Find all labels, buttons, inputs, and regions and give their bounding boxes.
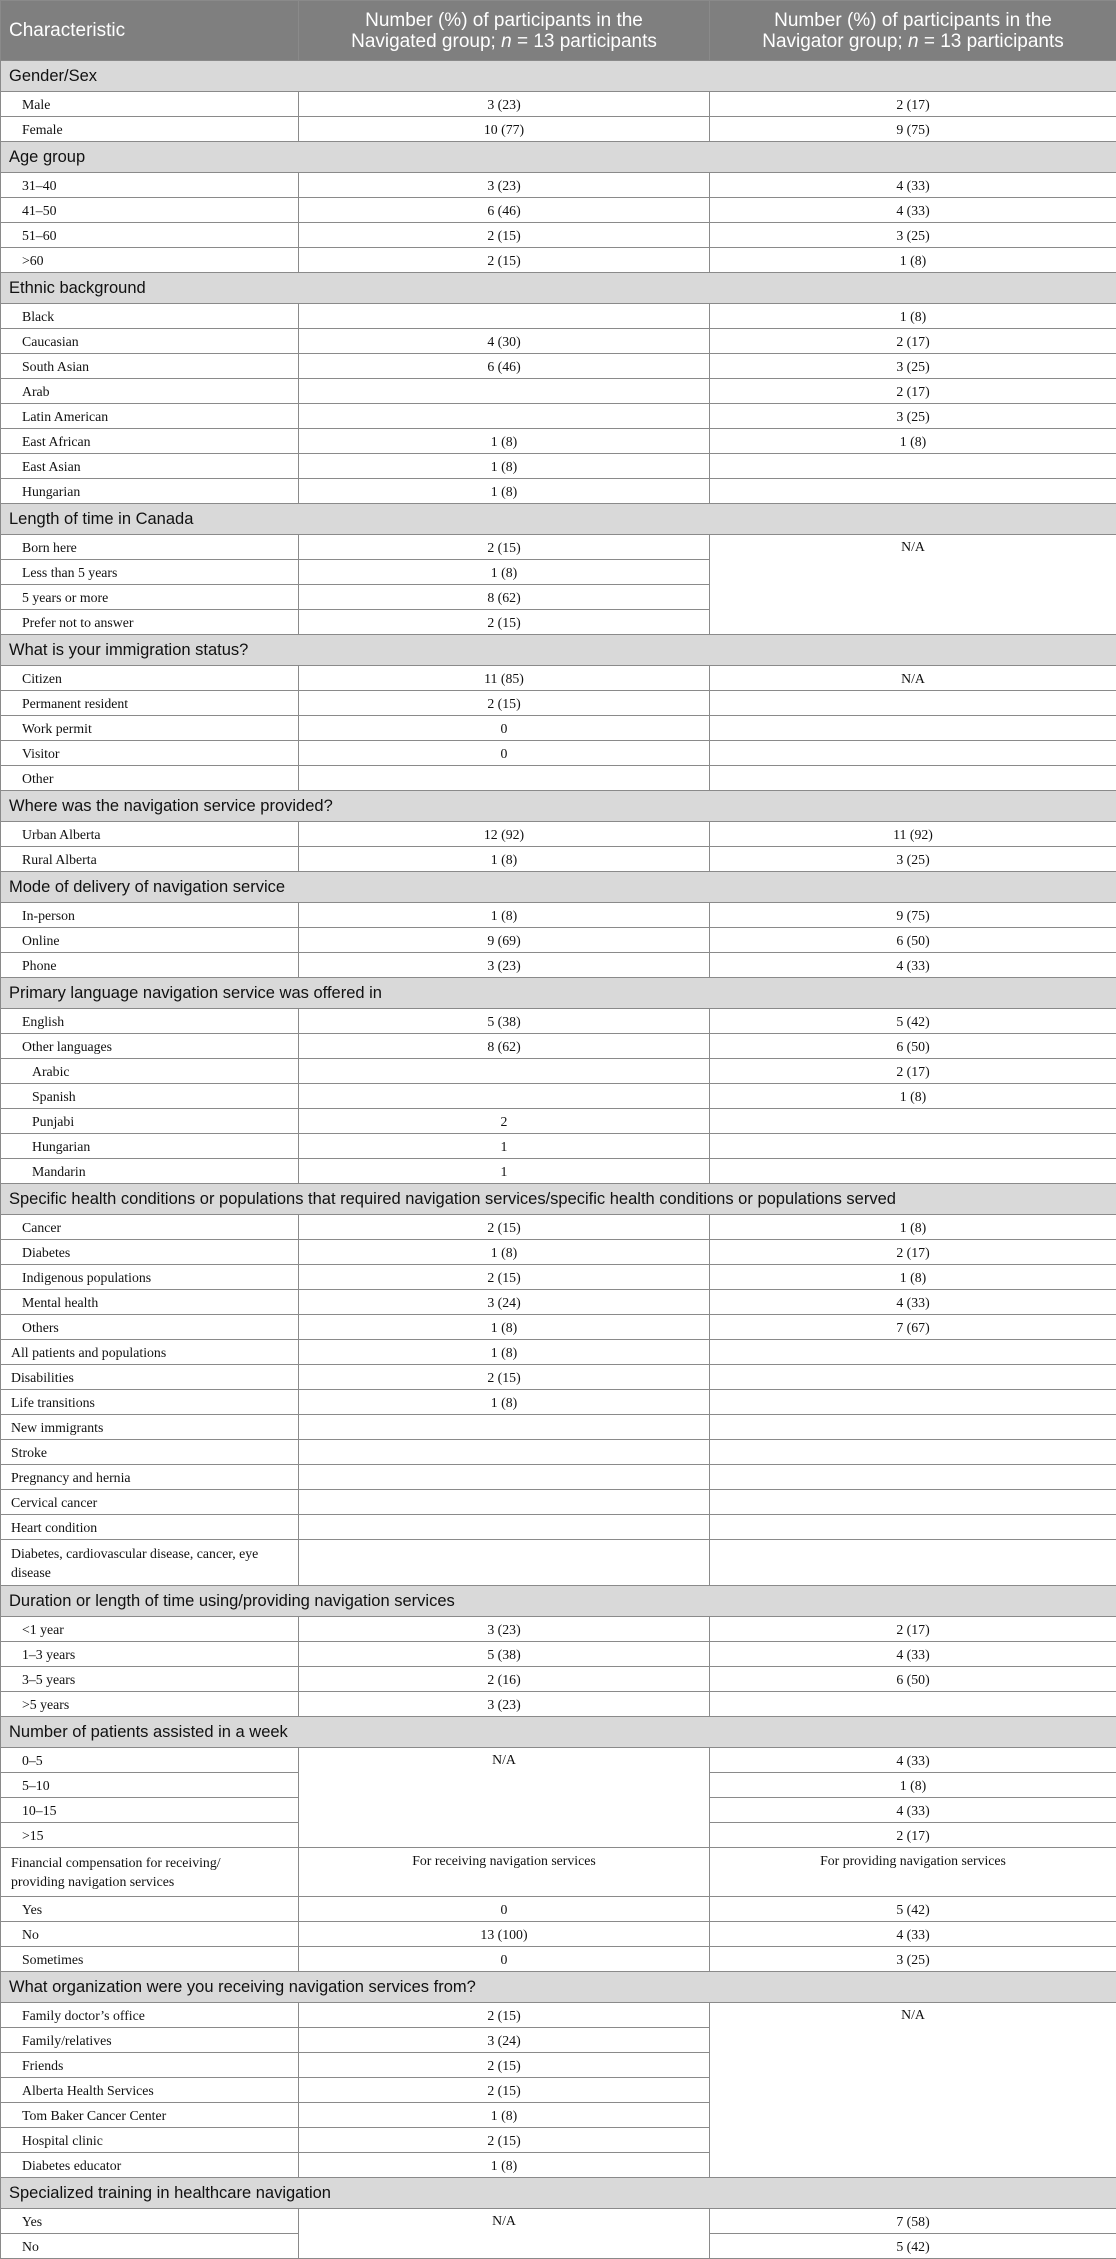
- navigated-value: 1 (8): [299, 1315, 710, 1340]
- table-row: [1, 454, 1116, 479]
- row-label: Yes: [1, 1897, 299, 1922]
- navigated-value: 2: [299, 1109, 710, 1134]
- row-label: >5 years: [1, 1692, 299, 1717]
- section-mode: [1, 872, 1116, 903]
- row-label: Work permit: [1, 716, 299, 741]
- section-where: [1, 791, 1116, 822]
- navigator-value: 6 (50): [710, 1667, 1116, 1692]
- table-row: [1, 716, 1116, 741]
- table-row: [1, 354, 1116, 379]
- navigated-value: [299, 379, 710, 404]
- table-row: [1, 1240, 1116, 1265]
- table-row: [1, 1390, 1116, 1415]
- navigated-value: 1 (8): [299, 847, 710, 872]
- table-row: [1, 1515, 1116, 1540]
- row-label: Permanent resident: [1, 691, 299, 716]
- row-label: New immigrants: [1, 1415, 299, 1440]
- navigator-value: [710, 1134, 1116, 1159]
- row-label: South Asian: [1, 354, 299, 379]
- row-label: Female: [1, 117, 299, 142]
- table-row: [1, 117, 1116, 142]
- navigator-value: 3 (25): [710, 354, 1116, 379]
- header-navigated-line2: Navigated group;: [351, 31, 501, 52]
- table-row: [1, 198, 1116, 223]
- navigated-value: 12 (92): [299, 822, 710, 847]
- navigated-value: 3 (24): [299, 1290, 710, 1315]
- row-label: Alberta Health Services: [1, 2078, 299, 2103]
- table-row: [1, 479, 1116, 504]
- table-row: [1, 1009, 1116, 1034]
- navigator-value: 2 (17): [710, 92, 1116, 117]
- navigator-value: 1 (8): [710, 1215, 1116, 1240]
- row-label: Born here: [1, 535, 299, 560]
- table-row: [1, 1490, 1116, 1515]
- section-title: Number of patients assisted in a week: [1, 1717, 1116, 1748]
- navigator-value: 2 (17): [710, 1617, 1116, 1642]
- compensation-label-line1: Financial compensation for receiving/: [11, 1855, 221, 1870]
- navigator-value: [710, 1540, 1116, 1586]
- section-training: [1, 2178, 1116, 2209]
- row-label: 0–5: [1, 1748, 299, 1773]
- navigated-value: 13 (100): [299, 1922, 710, 1947]
- table-row: [1, 1059, 1116, 1084]
- section-title: Duration or length of time using/providing navigation services: [1, 1586, 1116, 1617]
- navigated-value: 2 (15): [299, 2128, 710, 2153]
- header-navigated-line1: Number (%) of participants in the: [365, 10, 643, 31]
- row-label: East African: [1, 429, 299, 454]
- navigator-value: 7 (67): [710, 1315, 1116, 1340]
- navigator-value: [710, 454, 1116, 479]
- navigator-value: [710, 1692, 1116, 1717]
- navigator-value: 11 (92): [710, 822, 1116, 847]
- navigated-value: [299, 1515, 710, 1540]
- section-title: What organization were you receiving navigation services from?: [1, 1972, 1116, 2003]
- navigated-value: 8 (62): [299, 585, 710, 610]
- row-label: Friends: [1, 2053, 299, 2078]
- navigator-value: 1 (8): [710, 1084, 1116, 1109]
- row-label: Mandarin: [1, 1159, 299, 1184]
- table-row: [1, 1290, 1116, 1315]
- table-row: [1, 1340, 1116, 1365]
- navigator-value: 2 (17): [710, 1059, 1116, 1084]
- header-navigator-count: = 13 participants: [919, 31, 1064, 52]
- navigated-value: 2 (15): [299, 1265, 710, 1290]
- row-label: Pregnancy and hernia: [1, 1465, 299, 1490]
- section-patients: [1, 1717, 1116, 1748]
- row-label: Yes: [1, 2209, 299, 2234]
- row-label: No: [1, 1922, 299, 1947]
- section-title: Specific health conditions or populations that required navigation services/specific health conditions or populations served: [1, 1184, 1116, 1215]
- section-language: [1, 978, 1116, 1009]
- navigated-value: [299, 1084, 710, 1109]
- table-row: [1, 1617, 1116, 1642]
- header-navigator-group: [710, 1, 1116, 61]
- row-label: Diabetes educator: [1, 2153, 299, 2178]
- section-title: Gender/Sex: [1, 61, 1116, 92]
- row-label: Arab: [1, 379, 299, 404]
- section-title: Age group: [1, 142, 1116, 173]
- navigated-value: 1 (8): [299, 2153, 710, 2178]
- table-row: [1, 92, 1116, 117]
- table-row: [1, 248, 1116, 273]
- section-duration: [1, 1586, 1116, 1617]
- row-label: Cervical cancer: [1, 1490, 299, 1515]
- navigated-value: 5 (38): [299, 1009, 710, 1034]
- row-label: Prefer not to answer: [1, 610, 299, 635]
- row-label: 5–10: [1, 1773, 299, 1798]
- navigator-value: 4 (33): [710, 198, 1116, 223]
- navigator-value: 4 (33): [710, 1290, 1116, 1315]
- navigated-value: 1 (8): [299, 1390, 710, 1415]
- table-row: [1, 429, 1116, 454]
- header-navigator-line1: Number (%) of participants in the: [774, 10, 1052, 31]
- navigator-value: [710, 1340, 1116, 1365]
- header-row: [1, 1, 1116, 61]
- table-row: [1, 2003, 1116, 2028]
- navigated-value: [299, 1415, 710, 1440]
- row-label: Family doctor’s office: [1, 2003, 299, 2028]
- row-label: Phone: [1, 953, 299, 978]
- navigator-value: 1 (8): [710, 1265, 1116, 1290]
- navigator-value: [710, 1109, 1116, 1134]
- row-label: Other: [1, 766, 299, 791]
- table-row: [1, 1748, 1116, 1773]
- navigated-value: 11 (85): [299, 666, 710, 691]
- table-row: [1, 1084, 1116, 1109]
- navigated-value: 3 (23): [299, 1617, 710, 1642]
- row-label: Hospital clinic: [1, 2128, 299, 2153]
- navigated-value: 3 (23): [299, 953, 710, 978]
- navigated-value: 0: [299, 716, 710, 741]
- table-row: [1, 223, 1116, 248]
- navigator-value: 4 (33): [710, 953, 1116, 978]
- navigated-value: 10 (77): [299, 117, 710, 142]
- row-label: 51–60: [1, 223, 299, 248]
- table-row: [1, 379, 1116, 404]
- row-label: Punjabi: [1, 1109, 299, 1134]
- navigated-value: [299, 1059, 710, 1084]
- row-label: Online: [1, 928, 299, 953]
- table-row: [1, 1034, 1116, 1059]
- navigator-merged-value: N/A: [710, 2003, 1116, 2178]
- row-label: Diabetes: [1, 1240, 299, 1265]
- section-title: What is your immigration status?: [1, 635, 1116, 666]
- navigator-value: 9 (75): [710, 117, 1116, 142]
- navigator-value: 4 (33): [710, 1798, 1116, 1823]
- table-row: [1, 1642, 1116, 1667]
- table-row: [1, 847, 1116, 872]
- table-row: [1, 666, 1116, 691]
- row-label: Family/relatives: [1, 2028, 299, 2053]
- navigator-value: [710, 1365, 1116, 1390]
- row-label: Life transitions: [1, 1390, 299, 1415]
- navigated-value: 8 (62): [299, 1034, 710, 1059]
- row-label: Latin American: [1, 404, 299, 429]
- row-label: Hungarian: [1, 479, 299, 504]
- navigator-value: 5 (42): [710, 2234, 1116, 2259]
- table-row: [1, 404, 1116, 429]
- navigated-value: 0: [299, 1947, 710, 1972]
- navigated-value: 4 (30): [299, 329, 710, 354]
- row-label: 3–5 years: [1, 1667, 299, 1692]
- row-label: 1–3 years: [1, 1642, 299, 1667]
- table-row: [1, 329, 1116, 354]
- navigator-value: 4 (33): [710, 1748, 1116, 1773]
- table-row: [1, 953, 1116, 978]
- navigated-value: [299, 1465, 710, 1490]
- header-characteristic: Characteristic: [1, 1, 299, 61]
- row-label: All patients and populations: [1, 1340, 299, 1365]
- navigated-value: 3 (24): [299, 2028, 710, 2053]
- navigated-value: 0: [299, 1897, 710, 1922]
- navigator-value: 3 (25): [710, 404, 1116, 429]
- navigated-value: 6 (46): [299, 198, 710, 223]
- navigator-value: 2 (17): [710, 379, 1116, 404]
- row-label: Visitor: [1, 741, 299, 766]
- navigated-value: 2 (15): [299, 610, 710, 635]
- navigator-value: 9 (75): [710, 903, 1116, 928]
- navigated-value: 2 (15): [299, 535, 710, 560]
- header-navigator-n: n: [908, 31, 919, 52]
- row-label: Disabilities: [1, 1365, 299, 1390]
- navigator-value: 2 (17): [710, 1823, 1116, 1848]
- row-label: <1 year: [1, 1617, 299, 1642]
- row-label: 31–40: [1, 173, 299, 198]
- row-label: [1, 1540, 299, 1586]
- section-age: [1, 142, 1116, 173]
- row-label: 10–15: [1, 1798, 299, 1823]
- navigator-value: [710, 1440, 1116, 1465]
- navigator-value: N/A: [710, 666, 1116, 691]
- section-organization: [1, 1972, 1116, 2003]
- table-row: [1, 1922, 1116, 1947]
- navigator-value: [710, 741, 1116, 766]
- navigated-value: 1 (8): [299, 2103, 710, 2128]
- section-conditions: [1, 1184, 1116, 1215]
- row-label: Sometimes: [1, 1947, 299, 1972]
- section-title: Length of time in Canada: [1, 504, 1116, 535]
- table-row: [1, 1365, 1116, 1390]
- navigated-value: 1 (8): [299, 560, 710, 585]
- row-label: 41–50: [1, 198, 299, 223]
- table-row: [1, 903, 1116, 928]
- row-label-line1: Diabetes, cardiovascular disease, cancer, eye: [11, 1546, 258, 1561]
- table-row: [1, 1667, 1116, 1692]
- navigated-value: 5 (38): [299, 1642, 710, 1667]
- row-label: Caucasian: [1, 329, 299, 354]
- table-row: [1, 173, 1116, 198]
- navigated-value: 1: [299, 1159, 710, 1184]
- navigator-value: [710, 1159, 1116, 1184]
- table-row: [1, 1440, 1116, 1465]
- table-row: [1, 1415, 1116, 1440]
- table-row: [1, 1465, 1116, 1490]
- navigated-value: 0: [299, 741, 710, 766]
- row-label: Arabic: [1, 1059, 299, 1084]
- navigator-value: 4 (33): [710, 1922, 1116, 1947]
- row-label: East Asian: [1, 454, 299, 479]
- row-label-line2: disease: [11, 1565, 51, 1580]
- navigated-value: 1 (8): [299, 454, 710, 479]
- navigated-value: 1 (8): [299, 1240, 710, 1265]
- navigated-value: 2 (15): [299, 2003, 710, 2028]
- navigator-value: [710, 691, 1116, 716]
- navigated-value: 3 (23): [299, 173, 710, 198]
- section-ethnic: [1, 273, 1116, 304]
- navigated-value: [299, 1440, 710, 1465]
- row-label: Stroke: [1, 1440, 299, 1465]
- row-label: English: [1, 1009, 299, 1034]
- table-row: [1, 1134, 1116, 1159]
- navigator-value: 6 (50): [710, 1034, 1116, 1059]
- navigator-value: [710, 1390, 1116, 1415]
- navigated-value: 2 (16): [299, 1667, 710, 1692]
- row-label: Urban Alberta: [1, 822, 299, 847]
- navigated-value: 1: [299, 1134, 710, 1159]
- navigated-value: 6 (46): [299, 354, 710, 379]
- navigated-value: 2 (15): [299, 1215, 710, 1240]
- row-label: Mental health: [1, 1290, 299, 1315]
- navigated-value: 9 (69): [299, 928, 710, 953]
- navigated-value: 2 (15): [299, 691, 710, 716]
- navigated-value: 2 (15): [299, 2053, 710, 2078]
- navigated-value: [299, 404, 710, 429]
- navigator-value: 3 (25): [710, 223, 1116, 248]
- navigator-value: 4 (33): [710, 1642, 1116, 1667]
- row-label: Citizen: [1, 666, 299, 691]
- section-canada: [1, 504, 1116, 535]
- navigated-value: 1 (8): [299, 429, 710, 454]
- navigated-value: 3 (23): [299, 1692, 710, 1717]
- navigator-value: [710, 1515, 1116, 1540]
- row-label: 5 years or more: [1, 585, 299, 610]
- table-row: [1, 2209, 1116, 2234]
- section-title: Primary language navigation service was offered in: [1, 978, 1116, 1009]
- row-label: Tom Baker Cancer Center: [1, 2103, 299, 2128]
- compensation-header-row: [1, 1848, 1116, 1897]
- row-label: Spanish: [1, 1084, 299, 1109]
- row-label: >15: [1, 1823, 299, 1848]
- row-label: Black: [1, 304, 299, 329]
- row-label: Rural Alberta: [1, 847, 299, 872]
- table-row: [1, 1109, 1116, 1134]
- header-navigator-line2: Navigator group;: [762, 31, 908, 52]
- navigated-value: [299, 304, 710, 329]
- header-navigated-count: = 13 participants: [512, 31, 657, 52]
- navigator-value: 5 (42): [710, 1897, 1116, 1922]
- navigated-merged-value: N/A: [299, 1748, 710, 1848]
- navigated-value: 1 (8): [299, 903, 710, 928]
- row-label: In-person: [1, 903, 299, 928]
- row-label: Male: [1, 92, 299, 117]
- table-row: [1, 1315, 1116, 1340]
- navigator-value: 7 (58): [710, 2209, 1116, 2234]
- row-label: Hungarian: [1, 1134, 299, 1159]
- table-row: [1, 535, 1116, 560]
- navigator-value: 1 (8): [710, 429, 1116, 454]
- table-row: [1, 1897, 1116, 1922]
- table-row: [1, 1215, 1116, 1240]
- header-navigated-group: [299, 1, 710, 61]
- table-row: [1, 822, 1116, 847]
- table-row: [1, 1540, 1116, 1586]
- row-label: Indigenous populations: [1, 1265, 299, 1290]
- row-label: No: [1, 2234, 299, 2259]
- section-title: Ethnic background: [1, 273, 1116, 304]
- row-label: Cancer: [1, 1215, 299, 1240]
- navigated-merged-value: N/A: [299, 2209, 710, 2259]
- row-label: Other languages: [1, 1034, 299, 1059]
- navigator-value: [710, 1490, 1116, 1515]
- section-immigration: [1, 635, 1116, 666]
- row-label: Heart condition: [1, 1515, 299, 1540]
- navigator-value: 3 (25): [710, 847, 1116, 872]
- navigator-value: [710, 479, 1116, 504]
- navigator-value: 6 (50): [710, 928, 1116, 953]
- navigated-value: [299, 766, 710, 791]
- section-title: Where was the navigation service provided?: [1, 791, 1116, 822]
- navigator-value: 4 (33): [710, 173, 1116, 198]
- table-row: [1, 741, 1116, 766]
- header-navigated-n: n: [501, 31, 512, 52]
- row-label: >60: [1, 248, 299, 273]
- navigated-value: 1 (8): [299, 479, 710, 504]
- navigator-value: 1 (8): [710, 304, 1116, 329]
- navigator-value: [710, 716, 1116, 741]
- row-label: Others: [1, 1315, 299, 1340]
- table-row: [1, 691, 1116, 716]
- table-row: [1, 304, 1116, 329]
- navigator-value: 2 (17): [710, 1240, 1116, 1265]
- navigated-value: 1 (8): [299, 1340, 710, 1365]
- section-title: Specialized training in healthcare navigation: [1, 2178, 1116, 2209]
- table-row: [1, 1692, 1116, 1717]
- navigator-value: [710, 1465, 1116, 1490]
- navigated-value: 2 (15): [299, 2078, 710, 2103]
- section-gender: [1, 61, 1116, 92]
- navigator-subheader: For providing navigation services: [710, 1848, 1116, 1897]
- navigated-value: 3 (23): [299, 92, 710, 117]
- navigator-value: [710, 1415, 1116, 1440]
- navigated-subheader: For receiving navigation services: [299, 1848, 710, 1897]
- navigator-value: 5 (42): [710, 1009, 1116, 1034]
- navigated-value: [299, 1540, 710, 1586]
- navigator-value: 3 (25): [710, 1947, 1116, 1972]
- table-row: [1, 766, 1116, 791]
- row-label: Less than 5 years: [1, 560, 299, 585]
- navigator-value: [710, 766, 1116, 791]
- navigator-value: 1 (8): [710, 248, 1116, 273]
- navigator-value: 1 (8): [710, 1773, 1116, 1798]
- navigated-value: 2 (15): [299, 1365, 710, 1390]
- table-row: [1, 1265, 1116, 1290]
- navigated-value: [299, 1490, 710, 1515]
- navigator-value: 2 (17): [710, 329, 1116, 354]
- section-title: Mode of delivery of navigation service: [1, 872, 1116, 903]
- navigator-merged-value: N/A: [710, 535, 1116, 635]
- navigated-value: 2 (15): [299, 223, 710, 248]
- navigated-value: 2 (15): [299, 248, 710, 273]
- table-row: [1, 1947, 1116, 1972]
- table-row: [1, 1159, 1116, 1184]
- row-label: [1, 1848, 299, 1897]
- table-row: [1, 928, 1116, 953]
- compensation-label-line2: providing navigation services: [11, 1874, 174, 1889]
